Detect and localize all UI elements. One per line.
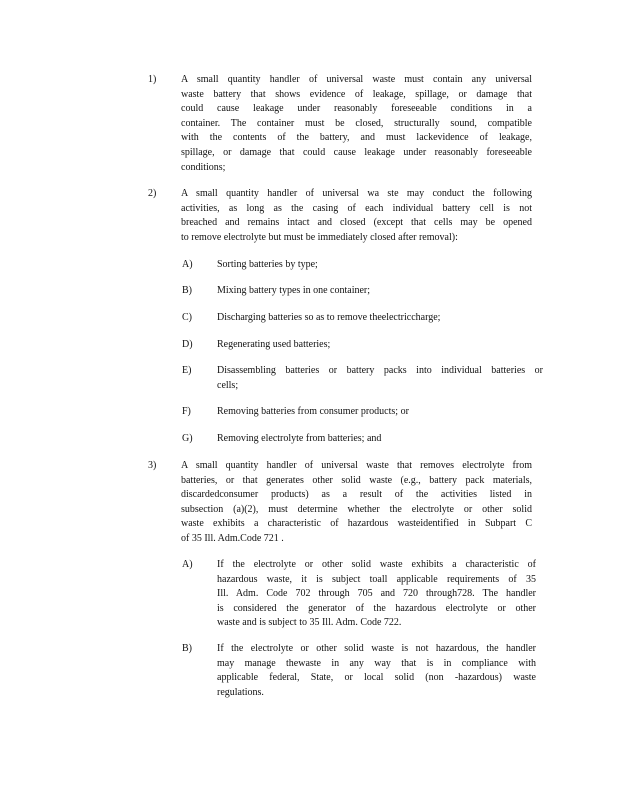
sub-item-marker: F) <box>182 406 191 417</box>
text-line: A small quantity handler of universal wa ste may conduct the following <box>181 188 532 199</box>
text-line: of 35 Ill. Adm.Code 721 . <box>181 532 284 544</box>
text-line: container. The container must be closed, structurally sound, compatible <box>181 117 532 129</box>
text-line: spillage, or damage that could cause leakage under reasonably foreseeable <box>181 146 532 158</box>
item-marker: 2) <box>148 188 157 199</box>
text-line: Discharging batteries so as to remove theelectriccharge; <box>217 312 441 323</box>
text-line: Sorting batteries by type; <box>217 259 318 270</box>
item-text <box>181 459 532 547</box>
text-line: breached and remains intact and closed (except that cells may be opened <box>181 217 532 229</box>
text-line: conditions; <box>181 161 226 173</box>
text-line: may manage thewaste in any way that is in compliance with <box>217 657 536 669</box>
sub-item-marker: B) <box>182 285 192 296</box>
text-line: is considered the generator of the hazardous electrolyte or other <box>217 602 536 614</box>
text-line: hazardous waste, it is subject toall applicable requirements of 35 <box>217 573 536 585</box>
item-text <box>181 187 532 245</box>
text-line: waste battery that shows evidence of leakage, spillage, or damage that <box>181 88 532 100</box>
text-line: applicable federal, State, or local solid (non -hazardous) waste <box>217 672 536 684</box>
text-line: If the electrolyte or other solid waste is not hazardous, the handler <box>217 643 536 654</box>
text-line: A small quantity handler of universal waste must contain any universal <box>181 74 532 85</box>
text-line: Regenerating used batteries; <box>217 339 331 350</box>
sub-item-marker: B) <box>182 643 192 654</box>
text-line: regulations. <box>217 686 264 698</box>
sub-item-marker: A) <box>182 259 193 270</box>
sub-item-marker: C) <box>182 312 192 323</box>
text-line: waste and is subject to 35 Ill. Adm. Code 722. <box>217 617 402 629</box>
item-marker: 3) <box>148 460 157 471</box>
text-line: subsection (a)(2), must determine whether the electrolyte or other solid <box>181 503 532 515</box>
text-line: Removing batteries from consumer products; or <box>217 406 409 417</box>
text-line: If the electrolyte or other solid waste exhibits a characteristic of <box>217 559 536 570</box>
text-line: A small quantity handler of universal waste that removes electrolyte from <box>181 460 532 471</box>
text-line: Disassembling batteries or battery packs into individual batteries or <box>217 365 543 376</box>
text-line: Mixing battery types in one container; <box>217 285 371 296</box>
text-line: activities, as long as the casing of each individual battery cell is not <box>181 202 532 214</box>
text-line: with the contents of the battery, and must lackevidence of leakage, <box>181 132 532 144</box>
sub-item-marker: E) <box>182 365 192 376</box>
text-line: could cause leakage under reasonably foreseeable conditions in a <box>181 103 532 115</box>
text-line: to remove electrolyte but must be immediately closed after removal): <box>181 231 458 243</box>
item-marker: 1) <box>148 74 157 85</box>
item-text <box>181 73 532 175</box>
sub-item-marker: A) <box>182 559 193 570</box>
sub-item-marker: G) <box>182 433 193 444</box>
sub-item-marker: D) <box>182 339 193 350</box>
text-line: batteries, or that generates other solid waste (e.g., battery pack materials, <box>181 474 532 486</box>
text-line: cells; <box>217 379 239 391</box>
text-line: Ill. Adm. Code 702 through 705 and 720 through728. The handler <box>217 588 536 600</box>
text-line: waste exhibits a characteristic of hazardous wasteidentified in Subpart C <box>181 518 532 530</box>
text-line: Removing electrolyte from batteries; and <box>217 433 382 444</box>
text-line: discardedconsumer products) as a result of the activities listed in <box>181 489 532 501</box>
